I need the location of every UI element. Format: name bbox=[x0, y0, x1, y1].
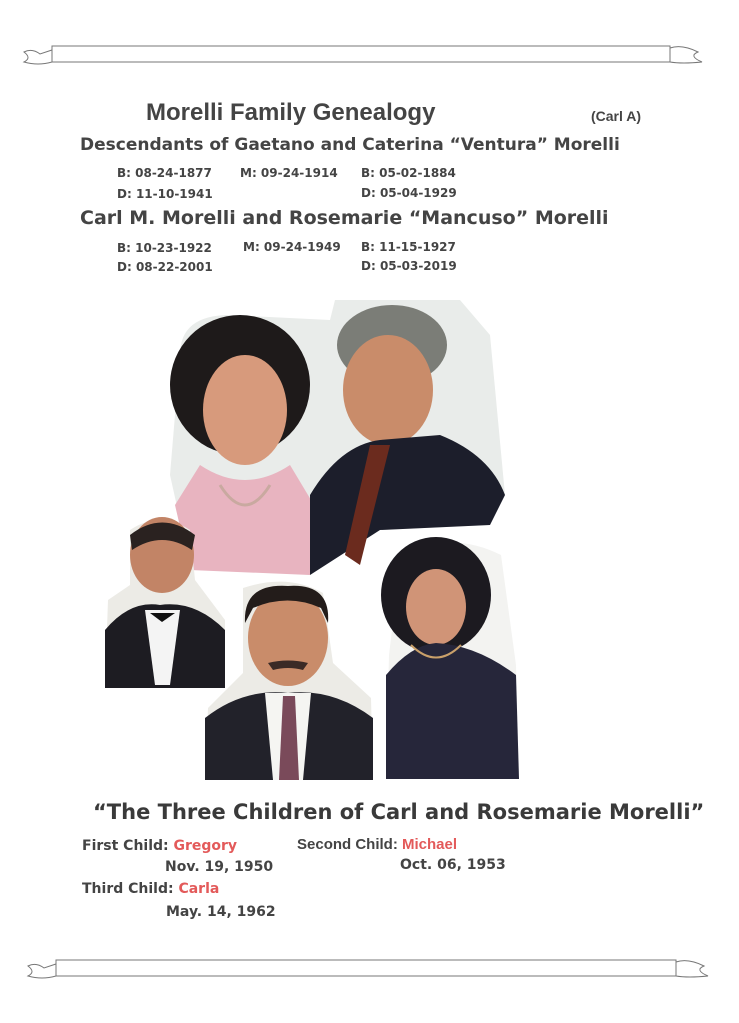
bottom-scroll-banner bbox=[22, 954, 712, 986]
top-scroll-banner bbox=[18, 40, 708, 72]
carla-photo bbox=[381, 535, 521, 781]
rose-birth: B: 11-15-1927 bbox=[361, 240, 456, 254]
children-heading: “The Three Children of Carl and Rosemarie Morelli” bbox=[93, 800, 705, 824]
couple-heading: Carl M. Morelli and Rosemarie “Mancuso” Morelli bbox=[80, 207, 609, 229]
carl-birth: B: 10-23-1922 bbox=[117, 241, 212, 255]
father-death: D: 11-10-1941 bbox=[117, 187, 213, 201]
third-child-label-text: Third Child: bbox=[82, 881, 174, 897]
michael-photo bbox=[203, 578, 375, 780]
carl-death: D: 08-22-2001 bbox=[117, 260, 213, 274]
third-child-date: May. 14, 1962 bbox=[166, 904, 276, 920]
couple-marriage: M: 09-24-1949 bbox=[243, 240, 341, 254]
third-child-name: Carla bbox=[178, 881, 220, 897]
second-child-label bbox=[297, 836, 457, 853]
page-title: Morelli Family Genealogy bbox=[146, 99, 436, 126]
parents-marriage: M: 09-24-1914 bbox=[240, 166, 338, 180]
second-child-date: Oct. 06, 1953 bbox=[400, 857, 506, 873]
first-child-label-text: First Child: bbox=[82, 838, 169, 854]
first-child-label bbox=[82, 838, 237, 854]
third-child-label bbox=[82, 881, 219, 897]
rose-death: D: 05-03-2019 bbox=[361, 259, 457, 273]
father-birth: B: 08-24-1877 bbox=[117, 166, 212, 180]
parents-heading: Descendants of Gaetano and Caterina “Ventura” Morelli bbox=[80, 135, 620, 155]
second-child-name: Michael bbox=[402, 836, 458, 853]
family-code: (Carl A) bbox=[591, 108, 642, 124]
mother-birth: B: 05-02-1884 bbox=[361, 166, 456, 180]
second-child-label-text: Second Child: bbox=[297, 836, 398, 853]
mother-death: D: 05-04-1929 bbox=[361, 186, 457, 200]
first-child-name: Gregory bbox=[173, 838, 238, 854]
first-child-date: Nov. 19, 1950 bbox=[165, 859, 274, 875]
